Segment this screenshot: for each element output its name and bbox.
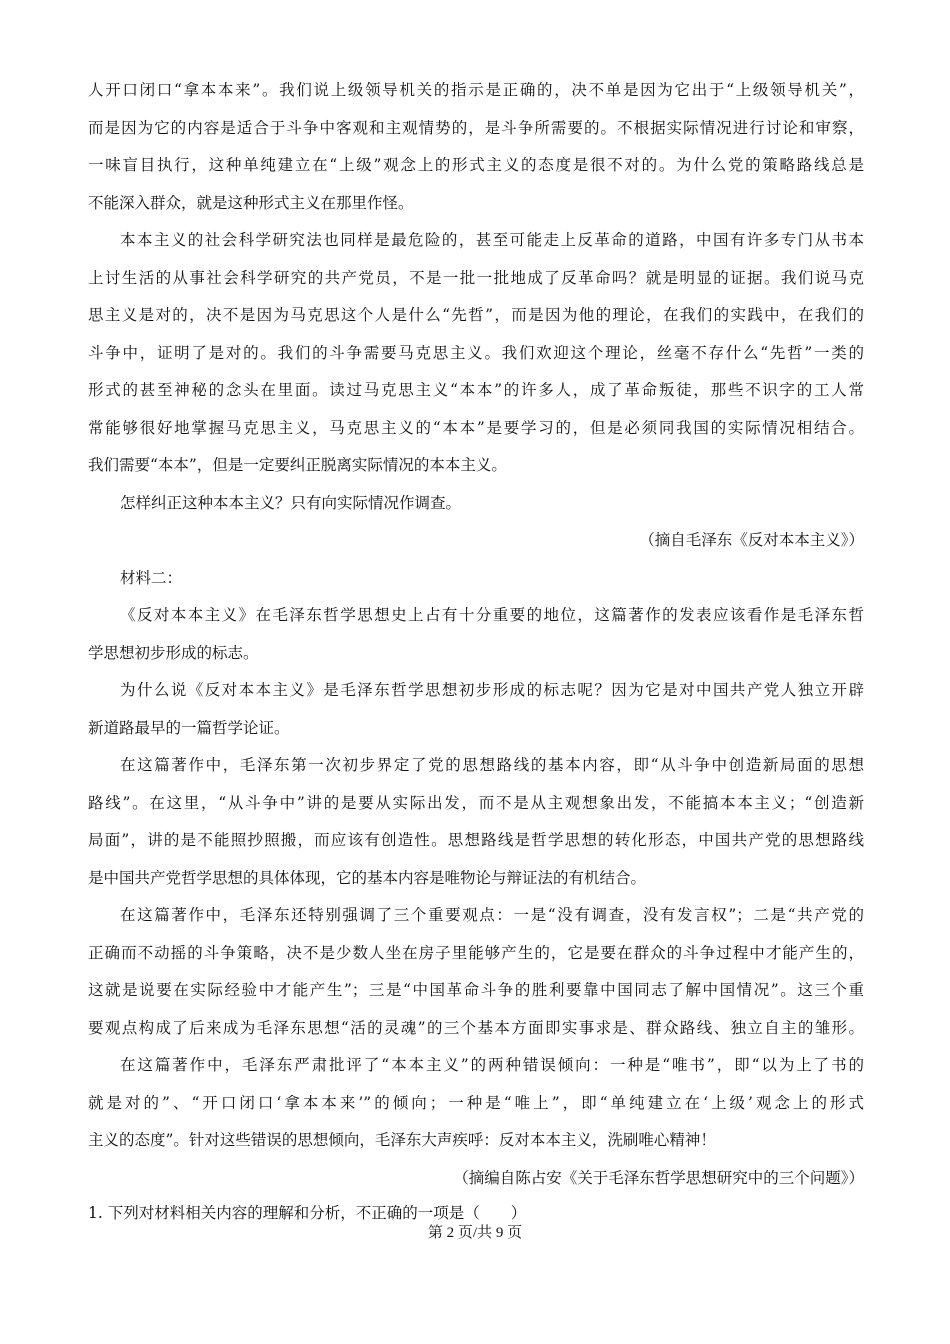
text-line: 要观点构成了后来成为毛泽东思想“活的灵魂”的三个基本方面即实事求是、群众路线、独立自主的雏形。 <box>88 1019 864 1037</box>
source-citation: （摘自毛泽东《反对本本主义》） <box>639 531 864 549</box>
text-line: 主义的态度”。针对这些错误的思想倾向，毛泽东大声疾呼：反对本本主义，洗刷唯心精神！ <box>88 1131 716 1149</box>
text-line: 就是对的”、“开口闭口‘拿本本来’”的倾向；一种是“唯上”，即“单纯建立在‘上级’观念上的形式 <box>88 1094 864 1112</box>
text-line: 新道路最早的一篇哲学论证。 <box>88 719 290 737</box>
section-heading: 材料二： <box>120 569 183 587</box>
text-line: 不能深入群众，就是这种形式主义在那里作怪。 <box>88 194 414 212</box>
text-line: 正确而不动摇的斗争策略，决不是少数人坐在房子里能够产生的，它是要在群众的斗争过程中才能产生的， <box>88 944 864 962</box>
text-line: 一味盲目执行，这种单纯建立在“上级”观念上的形式主义的态度是很不对的。为什么党的策略路线总是 <box>88 156 864 174</box>
text-line: 我们需要“本本”，但是一定要纠正脱离实际情况的本本主义。 <box>88 456 507 474</box>
paragraph-first-line: 在这篇著作中，毛泽东还特别强调了三个重要观点：一是“没有调查，没有发言权”；二是“共产党的 <box>120 906 864 924</box>
text-line: 形式的甚至神秘的念头在里面。读过马克思主义“本本”的许多人，成了革命叛徒，那些不识字的工人常 <box>88 381 864 399</box>
text-line: 是中国共产党哲学思想的具体体现，它的基本内容是唯物论与辩证法的有机结合。 <box>88 869 647 887</box>
text-line: 斗争中，证明了是对的。我们的斗争需要马克思主义。我们欢迎这个理论，丝毫不存什么“先哲”一类的 <box>88 344 864 362</box>
text-line: 上讨生活的从事社会科学研究的共产党员，不是一批一批地成了反革命吗？就是明显的证据。我们说马克 <box>88 269 864 287</box>
text-line: 常能够很好地掌握马克思主义，马克思主义的“本本”是要学习的，但是必须同我国的实际情况相结合。 <box>88 419 864 437</box>
paragraph-first-line: 在这篇著作中，毛泽东严肃批评了“本本主义”的两种错误倾向：一种是“唯书”，即“以为上了书的 <box>120 1056 864 1074</box>
page-number: 第 2 页/共 9 页 <box>427 1225 523 1241</box>
source-citation: （摘编自陈占安《关于毛泽东哲学思想研究中的三个问题》） <box>453 1169 864 1187</box>
paragraph-first-line: 本本主义的社会科学研究法也同样是最危险的，甚至可能走上反革命的道路，中国有许多专门从书本 <box>120 231 864 249</box>
text-line: 局面”，讲的是不能照抄照搬，而应该有创造性。思想路线是哲学思想的转化形态，中国共产党的思想路线 <box>88 831 864 849</box>
text-line: 学思想初步形成的标志。 <box>88 644 259 662</box>
text-line: 而是因为它的内容是适合于斗争中客观和主观情势的，是斗争所需要的。不根据实际情况进行讨论和审察， <box>88 119 864 137</box>
paragraph-first-line: 在这篇著作中，毛泽东第一次初步界定了党的思想路线的基本内容，即“从斗争中创造新局面的思想 <box>120 756 864 774</box>
paragraph-first-line: 《反对本本主义》在毛泽东哲学思想史上占有十分重要的地位，这篇著作的发表应该看作是毛泽东哲 <box>120 606 864 624</box>
paragraph-first-line: 怎样纠正这种本本主义？只有向实际情况作调查。 <box>120 494 462 512</box>
text-line: 人开口闭口“拿本本来”。我们说上级领导机关的指示是正确的，决不单是因为它出于“上级领导机关”， <box>88 81 864 99</box>
text-line: 思主义是对的，决不是因为马克思这个人是什么“先哲”，而是因为他的理论，在我们的实践中，在我们的 <box>88 306 864 324</box>
text-line: 这就是说要在实际经验中才能产生”；三是“中国革命斗争的胜利要靠中国同志了解中国情况”。这三个重 <box>88 981 864 999</box>
text-line: 路线”。在这里，“从斗争中”讲的是要从实际出发，而不是从主观想象出发，不能搞本本主义；“创造新 <box>88 794 864 812</box>
question-stem: 1. 下列对材料相关内容的理解和分析，不正确的一项是（ ） <box>88 1204 527 1222</box>
paragraph-first-line: 为什么说《反对本本主义》是毛泽东哲学思想初步形成的标志呢？因为它是对中国共产党人独立开辟 <box>120 681 864 699</box>
